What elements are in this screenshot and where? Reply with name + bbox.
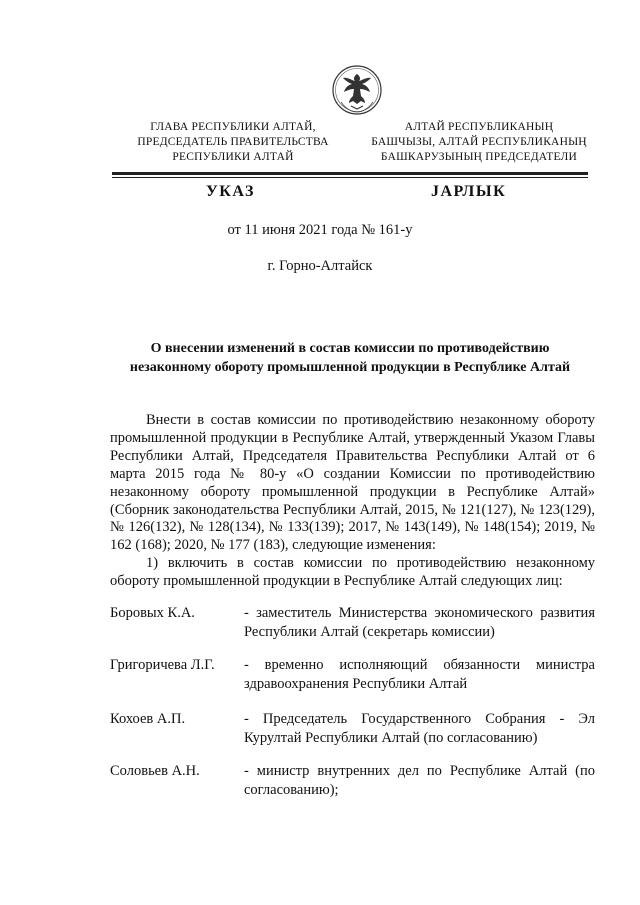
member-role: - министр внутренних дел по Республике Алтай (по согласованию); xyxy=(244,763,595,798)
member-name: Кохоев А.П. xyxy=(110,711,186,727)
doc-type-altai: JАРЛЫК xyxy=(431,183,507,200)
title-line: О внесении изменений в состав комиссии по противодействию xyxy=(150,341,550,356)
member-role: - заместитель Министерства экономического развития Республики Алтай (секретарь комиссии) xyxy=(244,605,595,640)
body-paragraph: 1) включить в состав комиссии по противодействию незаконному обороту промышленной продукции в Республике Алтай следующих лиц: xyxy=(110,555,595,590)
member-role: - Председатель Государственного Собрания - Эл Курултай Республики Алтай (по согласованию) xyxy=(244,711,595,746)
title-line: незаконному обороту промышленной продукции в Республике Алтай xyxy=(129,359,571,375)
coat-of-arms-emblem xyxy=(331,62,383,120)
decree-city: г. Горно-Алтайск xyxy=(267,258,373,274)
header-divider-thin xyxy=(112,177,588,178)
body-paragraph: Внести в состав комиссии по противодействию незаконному обороту промышленной продукции в Республике Алтай, утвержденный Указом Главы Республики Алтай, Председателя Правительства Республики Алтай от 6 марта 2015 года № 80-у «О создании Комиссии по противодействию незаконному обороту промышленной продукции в Республике Алтай» (Сборник законодательства Республики Алтай, 2015, № 121(127), № 123(129), № 126(132), № 128(134), № 133(139); 2017, № 143(149), № 148(154); 2019, № 162 (168); 2020, № 177 (183), следующие изменения: xyxy=(110,412,595,554)
member-role: - временно исполняющий обязанности министра здравоохранения Республики Алтай xyxy=(244,657,595,692)
issuer-line: ПРЕДСЕДАТЕЛЬ ПРАВИТЕЛЬСТВА xyxy=(137,136,329,148)
issuer-line: ГЛАВА РЕСПУБЛИКИ АЛТАЙ, xyxy=(150,121,316,133)
issuer-line: БАШКАРУЗЫНЫҢ ПРЕДСЕДАТЕЛИ xyxy=(380,151,578,163)
member-name: Соловьев А.Н. xyxy=(110,763,200,779)
member-name: Григоричева Л.Г. xyxy=(110,657,215,673)
issuer-line: БАШЧЫЗЫ, АЛТАЙ РЕСПУБЛИКАНЫҢ xyxy=(371,136,587,148)
decree-title xyxy=(110,340,590,377)
issuer-line: РЕСПУБЛИКИ АЛТАЙ xyxy=(172,151,294,163)
issuer-header-altai xyxy=(361,120,597,165)
header-divider-thick xyxy=(112,172,588,175)
issuer-line: АЛТАЙ РЕСПУБЛИКАНЫҢ xyxy=(404,121,554,133)
decree-date-number: от 11 июня 2021 года № 161-у xyxy=(227,222,413,238)
decree-body xyxy=(110,412,595,591)
doc-type-russian: УКАЗ xyxy=(206,183,255,200)
issuer-header-russian xyxy=(118,120,348,165)
member-name: Боровых К.А. xyxy=(110,605,195,621)
